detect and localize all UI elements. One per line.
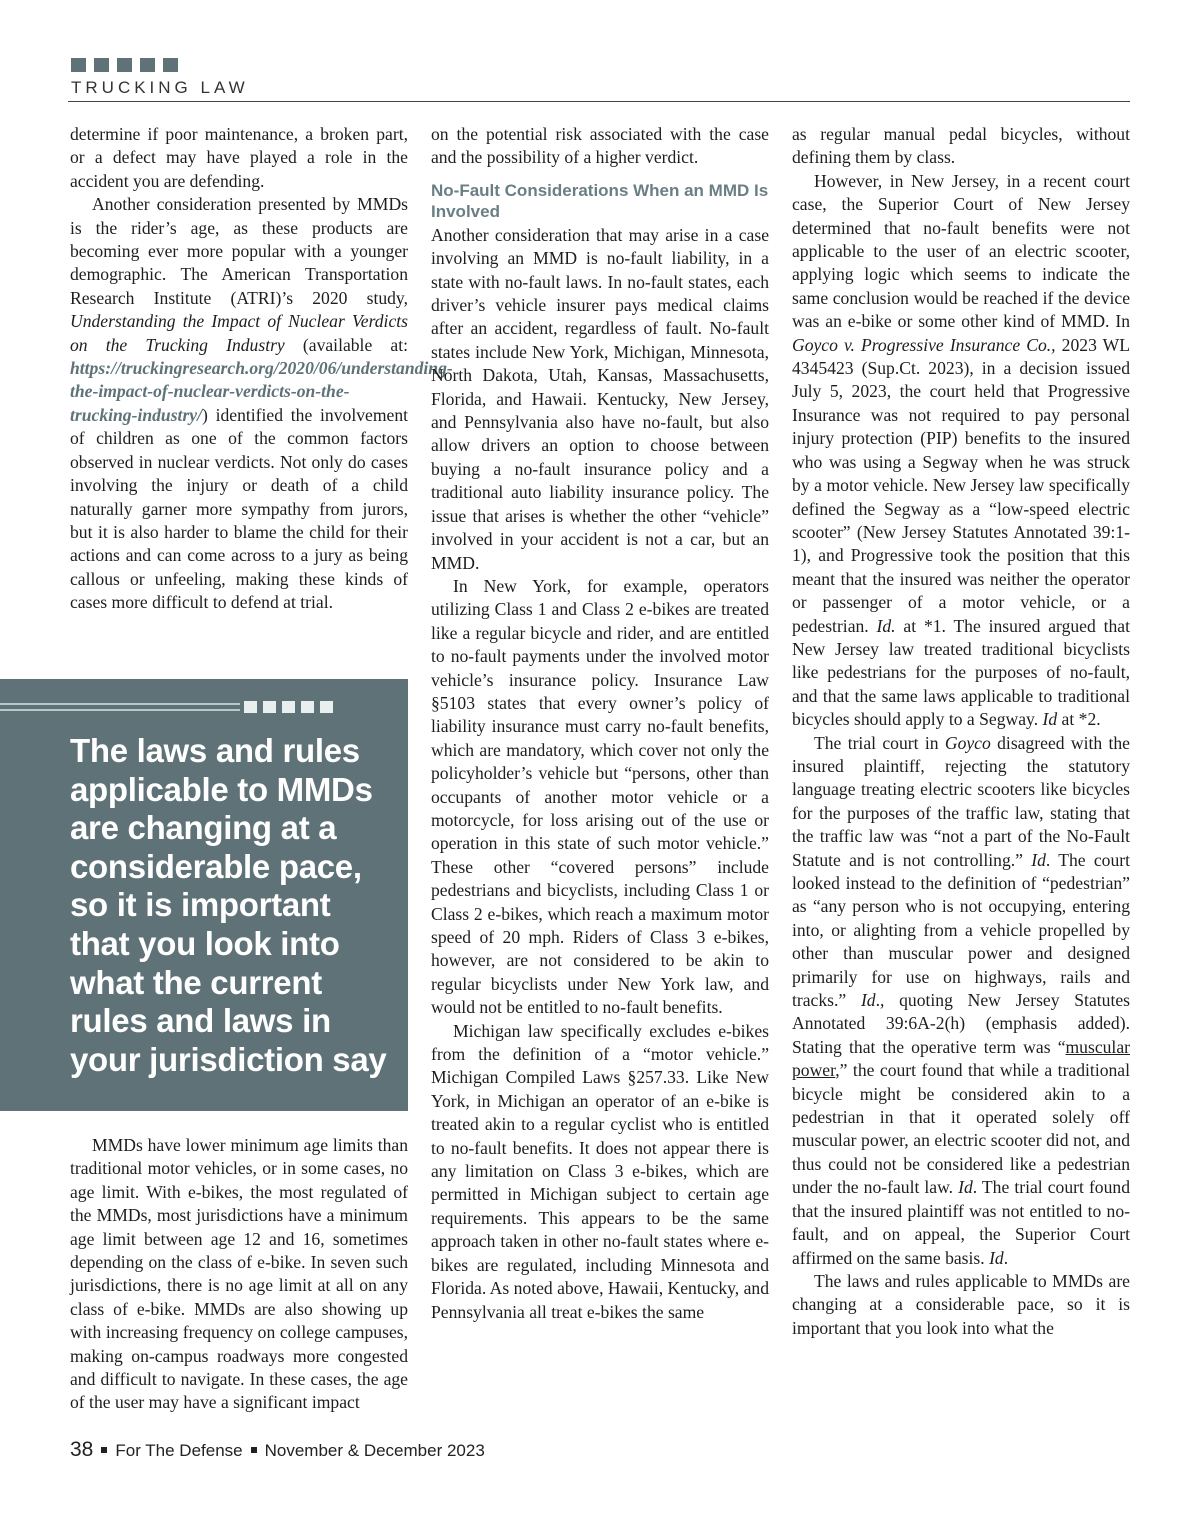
text-run: at *2.: [1057, 709, 1101, 730]
citation-id: Id: [1031, 849, 1046, 870]
study-link[interactable]: https://truckingresearch.org/2020/06/understanding-the-impact-of-nuclear-verdicts-on-the-trucking-industry/: [70, 358, 453, 425]
text-run: 2023 WL 4345423 (Sup.Ct. 2023), in a decision issued July 5, 2023, the court held that Progressive Insurance was not required to pay personal injury protection (PIP) benefits to the insured who was using a Segway when he was struck by a motor vehicle. New Jersey law specifically defined the Segway as a “low-speed electric scooter” (New Jersey Statutes Annotated 39:1-1), and Progressive took the position that this meant that the insured was neither the operator or passenger of a motor vehicle, or a pedestrian.: [792, 334, 1130, 636]
column-2: [431, 123, 769, 1324]
marker-square: [282, 701, 295, 713]
text-run: . The trial court found that the insured plaintiff was not entitled to no-fault, and on appeal, the Superior Court affirmed on the same basis.: [792, 1177, 1130, 1268]
text-run: The trial court in: [814, 732, 945, 753]
case-name: Goyco: [944, 732, 991, 753]
text-run: Another consideration presented by MMDs is the rider’s age, as these products are becoming ever more popular with a younger demographic. The American Transportation Research Institute (ATRI)’s 2020 study,: [70, 194, 408, 308]
pull-quote-rule: [0, 709, 240, 711]
text-run: at *1. The insured argued that New Jersey law treated traditional bicyclists like pedestrians for the purposes of no-fault, and that the same laws applicable to traditional bicycles should apply to a Segway.: [792, 615, 1130, 730]
text-run: ., quoting New Jersey Statutes Annotated 39:6A-2(h) (emphasis added). Stating that the operative term was “: [792, 990, 1130, 1057]
section-marker-squares: [71, 58, 178, 72]
paragraph: [792, 170, 1130, 732]
text-run: disagreed with the insured plaintiff, rejecting the statutory language treating electric scooters like bicycles for the purposes of the traffic law, stating that the traffic law was “not a part of the No-Fault Statute and is not controlling.”: [792, 732, 1130, 870]
marker-square: [140, 58, 155, 72]
text-run: . The court looked instead to the definition of “pedestrian” as “any person who is not occupying, entering into, or alighting from a vehicle propelled by other than muscular power and designed primarily for use on highways, rails and tracks.”: [792, 849, 1130, 1011]
text-run: ,” the court found that while a traditional bicycle might be considered akin to a pedestrian in that it operated solely off muscular power, an electric scooter did not, and thus could not be considered like a pedestrian under the no-fault law.: [792, 1060, 1130, 1198]
citation-id: Id: [1042, 709, 1058, 730]
citation-id: Id: [958, 1177, 973, 1198]
text-run: ) identified the involvement of children as one of the common factors observed in nuclear verdicts. Not only do cases involving the injury or death of a child naturally garner more sympathy from jurors, but it is also harder to blame the child for their actions and can come across to a jury as being callous or unfeeling, making these kinds of cases more difficult to defend at trial.: [70, 404, 408, 613]
text-run: However, in New Jersey, in a recent court case, the Superior Court of New Jersey determined that no-fault benefits were not applicable to the user of an electric scooter, applying logic which seems to indicate the same conclusion would be reached if the device was an e-bike or some other kind of MMD. In: [792, 170, 1130, 332]
text-run: .: [1003, 1247, 1009, 1268]
emphasized-term: muscular power: [792, 1036, 1130, 1081]
marker-square: [94, 58, 109, 72]
paragraph: The laws and rules applicable to MMDs are changing at a considerable pace, so it is important that you look into what the: [792, 1270, 1130, 1338]
paragraph: In New York, for example, operators utilizing Class 1 and Class 2 e-bikes are treated like a regular bicycle and rider, and are entitled to no-fault payments under the involved motor vehicle’s insurance policy. Insurance Law §5103 states that every owner’s policy of liability insurance must carry no-fault benefits, which are mandatory, which cover not only the policyholder’s vehicle but “persons, other than occupants of another motor vehicle or a motorcycle, for loss arising out of the use or operation in this state of such motor vehicle.” These other “covered persons” include pedestrians and bicyclists, including Class 1 or Class 2 e-bikes, which reach a maximum motor speed of 20 mph. Riders of Class 3 e-bikes, however, are not considered to be akin to regular bicyclists under New York law, and would not be entitled to no-fault benefits.: [431, 575, 769, 1018]
paragraph: Michigan law specifically excludes e-bikes from the definition of a “motor vehicle.” Michigan Compiled Laws §257.33. Like New York, in Michigan an operator of an e-bike is treated akin to a regular cyclist who is entitled to no-fault benefits. It does not appear there is any limitation on Class 3 e-bikes, which are permitted in Michigan subject to certain age requirements. This appears to be the same approach taken in other no-fault states where e-bikes are regulated, including Minnesota and Florida. As noted above, Hawaii, Kentucky, and Pennsylvania all treat e-bikes the same: [431, 1020, 769, 1322]
paragraph: determine if poor maintenance, a broken part, or a defect may have played a role in the accident you are defending.: [70, 124, 408, 191]
marker-square: [244, 701, 257, 713]
column-3: [792, 123, 1130, 1340]
citation-id: Id: [860, 990, 876, 1011]
page-number: 38: [70, 1438, 94, 1461]
paragraph: [70, 193, 453, 614]
footer-separator: [101, 1447, 107, 1453]
marker-square: [163, 58, 178, 72]
marker-square: [320, 701, 333, 713]
paragraph: [792, 732, 1130, 1270]
column-1-continued: [70, 1134, 408, 1415]
paragraph: on the potential risk associated with the case and the possibility of a higher verdict.: [431, 124, 769, 168]
study-title: Understanding the Impact of Nuclear Verdicts on the Trucking Industry: [70, 311, 408, 355]
issue-date: November & December 2023: [264, 1441, 485, 1460]
citation-id: Id.: [876, 615, 896, 636]
pull-quote-rule: [0, 703, 240, 705]
pull-quote-text: The laws and rules applicable to MMDs are changing at a considerable pace, so it is important that you look into what the current rules and laws in your jurisdiction say: [70, 732, 387, 1078]
pull-quote-squares: [244, 701, 333, 713]
paragraph: MMDs have lower minimum age limits than traditional motor vehicles, or in some cases, no age limit. With e-bikes, the most regulated of the MMDs, most jurisdictions have a minimum age limit between age 12 and 16, sometimes depending on the class of e-bike. In seven such jurisdictions, there is no age limit at all on any class of e-bike. MMDs are also showing up with increasing frequency on college campuses, making on-campus roadways more congested and difficult to navigate. In these cases, the age of the user may have a significant impact: [70, 1135, 408, 1413]
marker-square: [263, 701, 276, 713]
marker-square: [71, 58, 86, 72]
marker-square: [117, 58, 132, 72]
paragraph: Another consideration that may arise in a case involving an MMD is no-fault liability, in a state with no-fault laws. In no-fault states, each driver’s vehicle insurer pays medical claims after an accident, regardless of fault. No-fault states include New York, Michigan, Minnesota, North Dakota, Utah, Kansas, Massachusetts, Florida, and Hawaii. Kentucky, New Jersey, and Pennsylvania also have no-fault, but also allow drivers an option to choose between buying a no-fault insurance policy and a traditional auto liability insurance policy. The issue that arises is whether the other “vehicle” involved in your accident is not a car, but an MMD.: [431, 224, 769, 573]
marker-square: [301, 701, 314, 713]
column-1: [70, 123, 453, 615]
pull-quote: [0, 679, 408, 1111]
publication-name: For The Defense: [115, 1441, 243, 1460]
case-name: Goyco v. Progressive Insurance Co.,: [792, 334, 1056, 355]
section-subheading: No-Fault Considerations When an MMD Is Involved: [431, 180, 769, 221]
header-rule: [68, 101, 1130, 102]
footer-separator: [251, 1447, 257, 1453]
paragraph: as regular manual pedal bicycles, without defining them by class.: [792, 124, 1130, 168]
page-footer: [70, 1438, 485, 1462]
section-label: TRUCKING LAW: [71, 78, 249, 97]
citation-id: Id: [989, 1247, 1004, 1268]
text-run: (available at:: [284, 334, 408, 355]
